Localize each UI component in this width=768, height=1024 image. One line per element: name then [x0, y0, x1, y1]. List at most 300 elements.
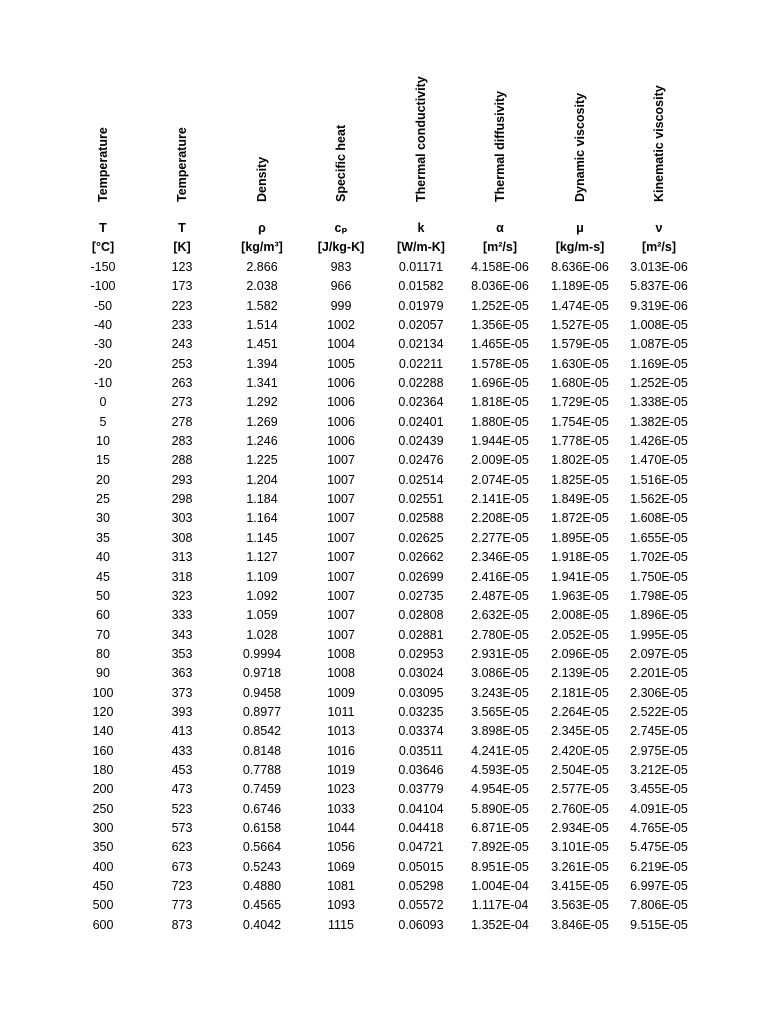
table-cell: 1.527E-05 [551, 318, 609, 333]
table-cell: 0.6746 [242, 801, 282, 816]
table-cell: 1005 [327, 356, 355, 371]
table-cell: 1.849E-05 [551, 492, 609, 507]
table-cell: 3.898E-05 [471, 724, 529, 739]
table-cell: 453 [171, 762, 193, 777]
table-cell: 2.577E-05 [551, 782, 609, 797]
table-cell: 7.806E-05 [630, 898, 688, 913]
table-cell: 1.117E-04 [471, 898, 529, 913]
table-cell: 10 [96, 434, 110, 449]
table-cell: 0.6158 [242, 820, 282, 835]
table-cell: 45 [96, 569, 110, 584]
table-cell: 4.765E-05 [630, 820, 688, 835]
table-cell: 0.01979 [398, 298, 444, 313]
table-cell: 25 [96, 492, 110, 507]
table-cell: 3.563E-05 [551, 898, 609, 913]
table-cell: 3.565E-05 [471, 704, 529, 719]
table-cell: 1004 [327, 337, 355, 352]
table-cell: 1.269 [246, 414, 278, 429]
table-row [63, 684, 743, 703]
table-row [63, 432, 743, 451]
table-cell: 4.158E-06 [471, 260, 529, 274]
table-row [63, 703, 743, 722]
table-cell: 123 [171, 260, 193, 274]
table-cell: 1.963E-05 [551, 588, 609, 603]
table-row [63, 413, 743, 432]
header-units-row [63, 238, 743, 257]
table-row [63, 645, 743, 664]
table-cell: 413 [171, 724, 193, 739]
table-cell: 1.608E-05 [630, 511, 688, 526]
header-title-dynamic-viscosity [540, 82, 620, 216]
table-cell: 8.036E-06 [471, 279, 529, 294]
header-title-text: Temperature [96, 127, 110, 202]
table-cell: 1.896E-05 [630, 608, 688, 623]
table-row [63, 587, 743, 606]
header-title-text: Density [255, 156, 269, 202]
table-cell: 0.05015 [398, 859, 444, 874]
table-cell: 363 [171, 666, 193, 681]
header-unit: [°C] [91, 240, 115, 254]
table-cell: 1.382E-05 [630, 414, 688, 429]
table-cell: 1.944E-05 [471, 434, 529, 449]
table-cell: 5.475E-05 [630, 840, 688, 855]
table-cell: 1008 [327, 666, 355, 681]
table-cell: 300 [92, 820, 114, 835]
table-cell: 1.394 [246, 356, 278, 371]
table-cell: 1.798E-05 [630, 588, 688, 603]
table-cell: 873 [171, 917, 193, 932]
table-cell: 600 [92, 917, 114, 932]
table-cell: 1.750E-05 [630, 569, 688, 584]
table-cell: 0.05572 [398, 898, 444, 913]
table-cell: 0.4565 [242, 898, 282, 913]
table-cell: 0.04104 [398, 801, 444, 816]
table-cell: 0.9718 [242, 666, 282, 681]
table-cell: 9.515E-05 [630, 917, 688, 932]
table-cell: 350 [92, 840, 114, 855]
table-cell: 1.474E-05 [551, 298, 609, 313]
table-cell: 0.9458 [242, 685, 282, 700]
table-row [63, 819, 743, 838]
table-cell: 1.352E-04 [471, 917, 529, 932]
table-cell: 373 [171, 685, 193, 700]
table-row [63, 335, 743, 354]
header-symbol: cₚ [334, 221, 348, 235]
table-cell: 1.145 [246, 530, 278, 545]
table-cell: 318 [171, 569, 193, 584]
table-cell: 0.7459 [242, 782, 282, 797]
table-cell: 0.5243 [242, 859, 282, 874]
header-symbols-row [63, 219, 743, 238]
table-row [63, 258, 743, 277]
table-cell: 573 [171, 820, 193, 835]
header-unit: [J/kg-K] [317, 240, 365, 254]
table-cell: 2.420E-05 [551, 743, 609, 758]
header-symbol: μ [576, 221, 584, 235]
table-cell: 0.8542 [242, 724, 282, 739]
table-cell: 283 [171, 434, 193, 449]
table-cell: 1033 [327, 801, 355, 816]
header-unit: [kg/m³] [241, 240, 283, 254]
table-cell: 180 [92, 762, 114, 777]
table-cell: 0 [99, 395, 107, 410]
table-cell: 1.127 [246, 550, 278, 565]
table-cell: 0.02476 [398, 453, 444, 468]
table-row [63, 316, 743, 335]
table-cell: 1.579E-05 [551, 337, 609, 352]
table-cell: 1019 [327, 762, 355, 777]
table-row [63, 297, 743, 316]
table-cell: 2.866 [246, 260, 278, 274]
table-cell: 1007 [327, 492, 355, 507]
table-cell: 9.319E-06 [630, 298, 688, 313]
table-cell: 0.02401 [398, 414, 444, 429]
table-cell: 3.013E-06 [630, 260, 688, 274]
header-title-density [222, 82, 302, 216]
table-row [63, 451, 743, 470]
table-cell: 723 [171, 879, 193, 893]
table-cell: 0.03235 [398, 704, 444, 719]
table-cell: 2.141E-05 [471, 492, 529, 507]
table-cell: 1.356E-05 [471, 318, 529, 333]
table-cell: 120 [92, 704, 114, 719]
table-row [63, 780, 743, 799]
table-row [63, 626, 743, 645]
table-cell: 1069 [327, 859, 355, 874]
table-cell: 0.8148 [242, 743, 282, 758]
table-cell: 0.03779 [398, 782, 444, 797]
table-cell: 1.028 [246, 627, 278, 642]
table-cell: 2.264E-05 [551, 704, 609, 719]
table-cell: 35 [96, 530, 110, 545]
table-cell: 140 [92, 724, 114, 739]
table-cell: 2.416E-05 [471, 569, 529, 584]
table-cell: 1115 [328, 917, 354, 932]
table-row [63, 355, 743, 374]
table-cell: 0.01171 [398, 260, 444, 274]
table-cell: 1.109 [246, 569, 278, 584]
table-cell: 323 [171, 588, 193, 603]
table-cell: 1.451 [246, 337, 278, 352]
table-cell: 2.522E-05 [630, 704, 688, 719]
table-cell: 0.03095 [398, 685, 444, 700]
table-cell: 223 [171, 298, 193, 313]
table-cell: 1.465E-05 [471, 337, 529, 352]
table-cell: 1.880E-05 [471, 414, 529, 429]
table-cell: 433 [171, 743, 193, 758]
table-cell: 90 [96, 666, 110, 681]
table-cell: 0.02735 [398, 588, 444, 603]
table-cell: 1.470E-05 [630, 453, 688, 468]
table-cell: 473 [171, 782, 193, 797]
table-cell: 293 [171, 472, 193, 487]
table-cell: 1007 [327, 627, 355, 642]
table-cell: 623 [171, 840, 193, 855]
table-cell: 1006 [327, 395, 355, 410]
table-cell: 70 [96, 627, 110, 642]
table-cell: 999 [330, 298, 352, 313]
table-cell: 1.702E-05 [630, 550, 688, 565]
table-cell: 0.02211 [398, 356, 444, 371]
table-cell: 1.754E-05 [551, 414, 609, 429]
table-cell: 1.918E-05 [551, 550, 609, 565]
table-cell: 1.184 [246, 492, 278, 507]
header-title-text: Temperature [175, 127, 189, 202]
table-cell: 2.760E-05 [551, 801, 609, 816]
table-cell: 173 [171, 279, 193, 294]
table-cell: 160 [92, 743, 114, 758]
table-cell: 1.895E-05 [551, 530, 609, 545]
header-symbol: ρ [258, 221, 266, 235]
table-row [63, 722, 743, 741]
table-cell: 0.9994 [242, 646, 282, 661]
table-cell: 1006 [327, 414, 355, 429]
table-row [63, 374, 743, 393]
header-title-temperature-c [63, 82, 143, 216]
table-cell: 4.241E-05 [471, 743, 529, 758]
table-cell: 1081 [327, 879, 355, 893]
table-cell: 0.02057 [398, 318, 444, 333]
table-cell: 1007 [327, 569, 355, 584]
table-cell: 1006 [327, 434, 355, 449]
table-cell: 1007 [327, 608, 355, 623]
table-cell: 1011 [327, 704, 355, 719]
table-row [63, 916, 743, 935]
table-cell: 353 [171, 646, 193, 661]
table-cell: 1013 [327, 724, 355, 739]
header-symbol: α [496, 221, 504, 235]
table-cell: 0.06093 [398, 917, 444, 932]
table-row [63, 548, 743, 567]
table-cell: 2.306E-05 [630, 685, 688, 700]
table-cell: 1007 [327, 550, 355, 565]
table-cell: 2.504E-05 [551, 762, 609, 777]
table-cell: 5.890E-05 [471, 801, 529, 816]
table-cell: 2.074E-05 [471, 472, 529, 487]
table-cell: 4.593E-05 [471, 762, 529, 777]
table-cell: -100 [90, 279, 116, 294]
table-cell: 243 [171, 337, 193, 352]
table-cell: 393 [171, 704, 193, 719]
table-cell: 2.632E-05 [471, 608, 529, 623]
table-cell: 298 [171, 492, 193, 507]
table-row [63, 471, 743, 490]
table-cell: 1.292 [246, 395, 278, 410]
table-cell: 0.04721 [398, 840, 444, 855]
header-symbol: k [417, 221, 425, 235]
table-cell: 1.802E-05 [551, 453, 609, 468]
table-row [63, 509, 743, 528]
table-cell: 4.954E-05 [471, 782, 529, 797]
table-cell: 1.818E-05 [471, 395, 529, 410]
table-cell: 1.225 [246, 453, 278, 468]
header-title-text: Kinematic viscosity [652, 85, 666, 202]
table-cell: 1.941E-05 [551, 569, 609, 584]
table-cell: 2.931E-05 [471, 646, 529, 661]
table-cell: 0.02134 [398, 337, 444, 352]
table-row [63, 664, 743, 683]
table-cell: 1.169E-05 [630, 356, 688, 371]
table-cell: 263 [171, 376, 193, 391]
table-cell: 2.097E-05 [630, 646, 688, 661]
table-cell: 1044 [327, 820, 355, 835]
table-cell: 3.243E-05 [471, 685, 529, 700]
table-cell: 2.487E-05 [471, 588, 529, 603]
table-cell: 2.139E-05 [551, 666, 609, 681]
table-cell: 2.038 [246, 279, 278, 294]
table-cell: 1.059 [246, 608, 278, 623]
table-cell: 673 [171, 859, 193, 874]
header-title-text: Thermal diffusivity [493, 90, 507, 202]
table-cell: 2.008E-05 [551, 608, 609, 623]
table-cell: 1.008E-05 [630, 318, 688, 333]
table-cell: 5.837E-06 [630, 279, 688, 294]
header-title-text: Specific heat [334, 124, 348, 202]
table-cell: 0.02439 [398, 434, 444, 449]
table-cell: 6.219E-05 [630, 859, 688, 874]
header-unit: [K] [173, 240, 191, 254]
table-cell: 303 [171, 511, 193, 526]
table-cell: 0.02551 [398, 492, 444, 507]
table-row [63, 490, 743, 509]
table-cell: 2.780E-05 [471, 627, 529, 642]
table-cell: 1.516E-05 [630, 472, 688, 487]
table-row [63, 877, 743, 896]
table-cell: 1.164 [246, 511, 278, 526]
table-cell: -50 [93, 298, 113, 313]
table-cell: 233 [171, 318, 193, 333]
table-cell: 2.745E-05 [630, 724, 688, 739]
table-cell: 4.091E-05 [630, 801, 688, 816]
table-cell: 200 [92, 782, 114, 797]
table-cell: 0.02514 [398, 472, 444, 487]
table-cell: 1.338E-05 [630, 395, 688, 410]
header-symbol: T [178, 221, 186, 235]
table-cell: 333 [171, 608, 193, 623]
table-cell: 253 [171, 356, 193, 371]
header-unit: [m²/s] [641, 240, 677, 254]
table-cell: 1.087E-05 [630, 337, 688, 352]
table-cell: 3.846E-05 [551, 917, 609, 932]
table-cell: 2.975E-05 [630, 743, 688, 758]
table-cell: 2.208E-05 [471, 511, 529, 526]
header-title-thermal-conductivity [381, 76, 461, 216]
table-cell: 0.04418 [398, 820, 444, 835]
table-body [63, 258, 743, 935]
table-cell: 0.03646 [398, 762, 444, 777]
table-cell: 1.825E-05 [551, 472, 609, 487]
table-cell: 773 [171, 898, 193, 913]
table-cell: 0.02625 [398, 530, 444, 545]
table-row [63, 800, 743, 819]
table-cell: 1.204 [246, 472, 278, 487]
table-cell: 288 [171, 453, 193, 468]
table-cell: 400 [92, 859, 114, 874]
table-cell: 7.892E-05 [471, 840, 529, 855]
table-cell: 1007 [327, 472, 355, 487]
table-row [63, 606, 743, 625]
table-cell: 1.246 [246, 434, 278, 449]
table-cell: -10 [93, 376, 113, 391]
table-row [63, 277, 743, 296]
table-cell: 1.252E-05 [630, 376, 688, 391]
table-cell: 1.562E-05 [630, 492, 688, 507]
table-cell: 450 [92, 879, 114, 893]
table-row [63, 896, 743, 915]
table-row [63, 568, 743, 587]
table-cell: 273 [171, 395, 193, 410]
header-symbol: ν [655, 221, 663, 235]
header-title-text: Thermal conductivity [414, 76, 428, 202]
table-cell: 2.009E-05 [471, 453, 529, 468]
table-cell: 2.346E-05 [471, 550, 529, 565]
table-cell: 3.086E-05 [471, 666, 529, 681]
table-cell: 50 [96, 588, 110, 603]
table-cell: 0.03024 [398, 666, 444, 681]
table-cell: 966 [330, 279, 352, 294]
table-cell: 343 [171, 627, 193, 642]
table-cell: 250 [92, 801, 114, 816]
header-titles-row [63, 76, 743, 216]
table-cell: 0.02699 [398, 569, 444, 584]
table-cell: 0.02288 [398, 376, 444, 391]
table-cell: 3.261E-05 [551, 859, 609, 874]
table-cell: 100 [92, 685, 114, 700]
table-cell: 0.7788 [242, 762, 282, 777]
table-cell: 1.514 [246, 318, 278, 333]
table-cell: 2.934E-05 [551, 820, 609, 835]
table-cell: 1007 [327, 453, 355, 468]
table-cell: 500 [92, 898, 114, 913]
table-cell: 1.729E-05 [551, 395, 609, 410]
table-cell: 0.4042 [242, 917, 282, 932]
table-cell: 2.201E-05 [630, 666, 688, 681]
table-cell: 0.03511 [398, 743, 444, 758]
header-title-kinematic-viscosity [619, 82, 699, 216]
table-cell: 1093 [327, 898, 355, 913]
header-title-thermal-diffusivity [460, 82, 540, 216]
table-cell: 523 [171, 801, 193, 816]
table-cell: 0.02364 [398, 395, 444, 410]
table-cell: 0.5664 [242, 840, 282, 855]
header-unit: [kg/m-s] [555, 240, 605, 254]
table-cell: 1.252E-05 [471, 298, 529, 313]
table-cell: 1.778E-05 [551, 434, 609, 449]
table-cell: 0.8977 [242, 704, 282, 719]
table-cell: 1016 [327, 743, 355, 758]
table-cell: 1023 [327, 782, 355, 797]
header-unit: [m²/s] [482, 240, 518, 254]
table-cell: 1006 [327, 376, 355, 391]
table-cell: 40 [96, 550, 110, 565]
table-cell: 15 [96, 453, 110, 468]
header-unit: [W/m-K] [397, 240, 445, 254]
table-cell: 2.181E-05 [551, 685, 609, 700]
table-cell: 2.345E-05 [551, 724, 609, 739]
table-cell: 0.02808 [398, 608, 444, 623]
table-cell: 0.02881 [398, 627, 444, 642]
header-title-specific-heat [301, 82, 381, 216]
header-title-temperature-k [142, 82, 222, 216]
table-cell: 1.696E-05 [471, 376, 529, 391]
table-cell: 1007 [327, 588, 355, 603]
table-cell: 3.212E-05 [630, 762, 688, 777]
table-cell: 313 [171, 550, 193, 565]
table-cell: 1.004E-04 [471, 879, 529, 893]
table-row [63, 393, 743, 412]
table-cell: 1.426E-05 [630, 434, 688, 449]
table-cell: 1008 [327, 646, 355, 661]
